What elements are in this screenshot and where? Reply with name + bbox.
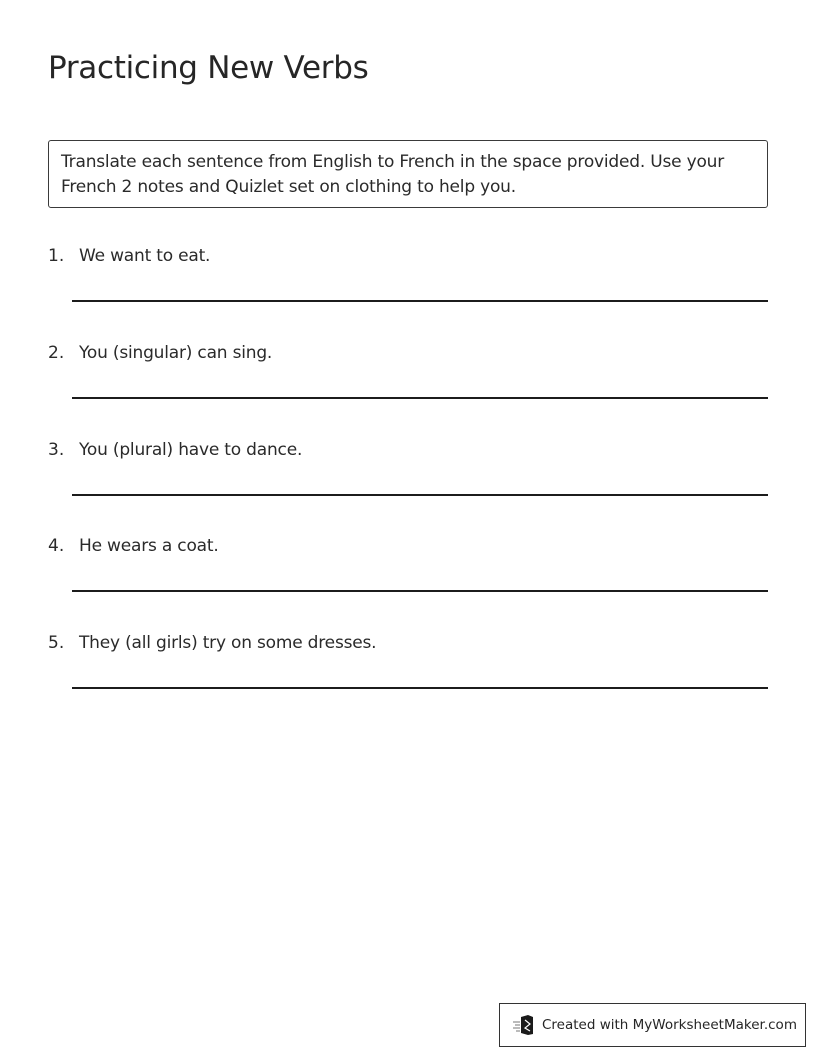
question-number: 4. (48, 536, 65, 556)
instructions-box: Translate each sentence from English to French in the space provided. Use your French 2 notes and Quizlet set on clothing to help you. (48, 140, 768, 208)
question-text: He wears a coat. (79, 536, 219, 556)
answer-line[interactable] (72, 590, 768, 592)
question-text: You (plural) have to dance. (79, 440, 303, 460)
question-number: 1. (48, 246, 65, 266)
page-title: Practicing New Verbs (48, 50, 369, 86)
answer-line[interactable] (72, 397, 768, 399)
question-number: 3. (48, 440, 65, 460)
question-text: They (all girls) try on some dresses. (79, 633, 377, 653)
answer-line[interactable] (72, 300, 768, 302)
answer-line[interactable] (72, 494, 768, 496)
answer-line[interactable] (72, 687, 768, 689)
question-number: 2. (48, 343, 65, 363)
question-text: You (singular) can sing. (79, 343, 273, 363)
footer-badge[interactable] (499, 1003, 806, 1047)
question-number: 5. (48, 633, 65, 653)
question-text: We want to eat. (79, 246, 211, 266)
footer-label: Created with MyWorksheetMaker.com (542, 1017, 797, 1033)
worksheet-logo-icon (512, 1014, 538, 1036)
